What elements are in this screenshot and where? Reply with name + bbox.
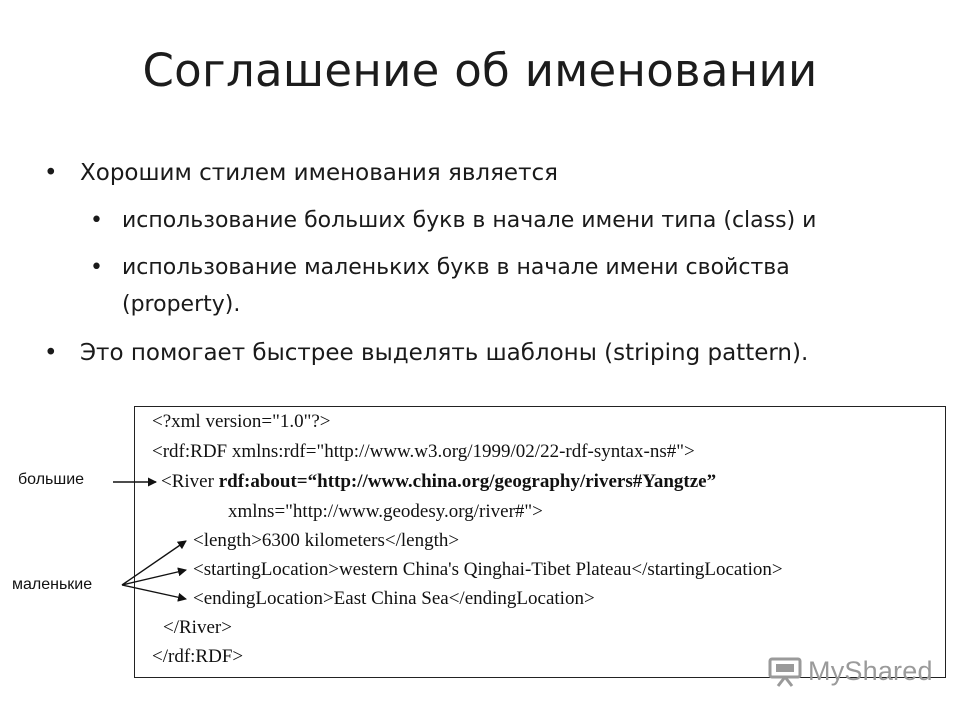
code-attribute: rdf:about=“http://www.china.org/geography/rivers#Yangtze” — [218, 471, 717, 492]
bullet-text: использование больших букв в начале имени типа (class) и — [122, 208, 817, 233]
code-line: </rdf:RDF> — [152, 646, 244, 667]
code-line: <endingLocation>East China Sea</endingLocation> — [193, 588, 595, 609]
bullet-text: Хорошим стилем именования является — [80, 160, 558, 186]
label-big: большие — [18, 471, 85, 488]
bullet-text: использование маленьких букв в начале имени свойства — [122, 255, 790, 280]
arrow-to-starting-location — [122, 570, 186, 585]
label-small: маленькие — [12, 576, 93, 593]
presentation-board-icon — [768, 657, 802, 687]
code-line: <length>6300 kilometers</length> — [193, 530, 460, 551]
code-line: <rdf:RDF xmlns:rdf="http://www.w3.org/1999/02/22-rdf-syntax-ns#"> — [152, 441, 695, 462]
code-line: <?xml version="1.0"?> — [152, 411, 331, 432]
bullet-marker: • — [90, 255, 103, 280]
bullet-marker: • — [44, 340, 58, 366]
bullet-text: Это помогает быстрее выделять шаблоны (striping pattern). — [80, 340, 809, 366]
code-line: <startingLocation>western China's Qinghai-Tibet Plateau</startingLocation> — [193, 559, 783, 580]
bullet-marker: • — [90, 208, 103, 233]
bullet-marker: • — [44, 160, 58, 186]
code-line: xmlns="http://www.geodesy.org/river#"> — [228, 501, 543, 522]
watermark-text: MyShared — [808, 656, 933, 686]
slide-title: Соглашение об именовании — [142, 44, 818, 97]
code-line: </River> — [163, 617, 232, 638]
arrow-to-ending-location — [122, 585, 186, 599]
watermark — [768, 656, 933, 687]
bullet-text: (property). — [122, 292, 241, 317]
code-tag: <River — [161, 471, 219, 492]
arrow-to-length — [122, 541, 186, 585]
